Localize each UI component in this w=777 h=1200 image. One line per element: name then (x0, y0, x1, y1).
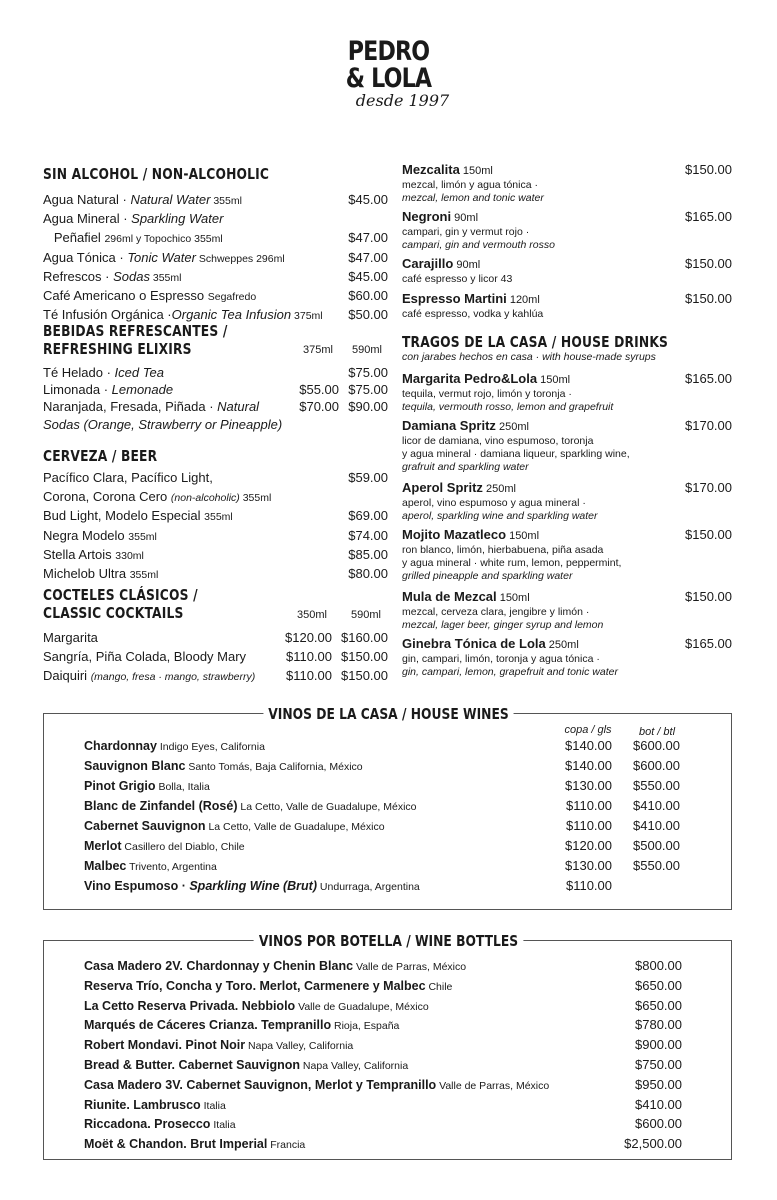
item-name-en: Natural Water (130, 192, 211, 207)
item-name: Café Americano o Espresso (43, 288, 208, 304)
wine-name: Bread & Butter. Cabernet Sauvignon (84, 1058, 301, 1072)
cocktails-list (43, 629, 388, 687)
section-subtitle: con jarabes hechos en casa · with house-made syrups (402, 351, 656, 363)
drink-item (402, 480, 732, 523)
item-price-590: $75.00 (348, 365, 388, 380)
drink-description: gin, campari, limón, toronja y agua tónica · (402, 653, 600, 665)
item-name: Refrescos · (43, 268, 114, 284)
section-cocktails (43, 586, 388, 687)
item-name: Pacífico Clara, Pacífico Light, (43, 470, 213, 485)
item-name: Daiquiri (43, 668, 91, 684)
item-price: $74.00 (348, 527, 388, 543)
item-name: Agua Natural · (43, 192, 131, 207)
wine-region: Valle de Guadalupe, México (295, 1000, 429, 1013)
wine-price: $900.00 (635, 1037, 682, 1053)
item-price: $59.00 (348, 470, 388, 485)
item-name: Michelob Ultra (43, 566, 130, 582)
logo-line-2: & LOLA (345, 63, 432, 94)
wine-region: Casillero del Diablo, Chile (121, 841, 245, 853)
menu-item (43, 210, 388, 229)
drink-item (402, 527, 732, 584)
wine-price-bottle: $550.00 (633, 858, 680, 873)
drink-price: $165.00 (685, 209, 732, 224)
item-name: Corona, Corona Cero (43, 489, 171, 505)
wine-name: Riunite. Lambrusco (84, 1097, 201, 1112)
drink-title: Damiana Spritz (402, 418, 496, 433)
wine-row (84, 1057, 408, 1074)
drink-price: $170.00 (685, 480, 732, 495)
item-name: Margarita (43, 630, 98, 645)
drink-description: mezcal, lemon and tonic water (402, 192, 544, 205)
drink-description: café espresso, vodka y kahlúa (402, 308, 544, 320)
wine-row (84, 1136, 305, 1153)
col-head-590: 590ml (351, 609, 381, 621)
drink-price: $165.00 (685, 371, 732, 386)
col-head-bottle: bot / btl (638, 726, 676, 738)
drink-price: $150.00 (685, 256, 732, 271)
item-name: Té Infusión Orgánica · (43, 307, 172, 323)
wine-row (84, 858, 217, 875)
item-name-en: Iced Tea (114, 365, 164, 380)
wine-row (84, 778, 210, 795)
drink-description: grafruit and sparkling water (402, 461, 529, 474)
refreshing-list (43, 364, 388, 433)
drink-price: $170.00 (685, 418, 732, 433)
wine-region: Santo Tomás, Baja California, México (185, 761, 363, 773)
item-price-375: $70.00 (299, 399, 339, 415)
wine-name: Casa Madero 3V. Cabernet Sauvignon, Merlot y Tempranillo (84, 1077, 437, 1092)
wine-name: Vino Espumoso · (84, 879, 190, 893)
drink-item (402, 291, 732, 321)
drink-description: grilled pineapple and sparkling water (402, 570, 573, 583)
item-name-en: Sodas (Orange, Strawberry or Pineapple) (43, 416, 283, 432)
wine-region: Chile (425, 980, 453, 993)
drink-title: Negroni (402, 209, 452, 224)
wine-region: Francia (267, 1139, 306, 1152)
wine-price: $650.00 (635, 997, 682, 1013)
logo-line-1: PEDRO (347, 36, 430, 67)
menu-item (43, 546, 388, 565)
item-name-en: Lemonade (111, 382, 174, 398)
item-price-590: $150.00 (341, 649, 388, 665)
item-name-en: Tonic Water (127, 249, 196, 265)
item-name: Agua Mineral · (43, 211, 132, 227)
drink-size: 150ml (496, 592, 530, 604)
drink-description: tequila, vermouth rosso, lemon and grapefruit (402, 401, 614, 414)
menu-item (43, 507, 388, 526)
item-name: Stella Artois (43, 546, 116, 562)
wine-row (84, 758, 363, 775)
drink-size: 250ml (545, 639, 579, 651)
wine-price-bottle: $600.00 (633, 738, 680, 753)
menu-item (43, 398, 388, 415)
wine-price: $600.00 (635, 1116, 682, 1132)
drink-size: 120ml (506, 294, 540, 306)
wine-price: $2,500.00 (624, 1136, 682, 1152)
logo (0, 38, 777, 109)
section-title: COCTELES CLÁSICOS / (43, 586, 198, 604)
drink-name (402, 636, 732, 653)
item-size: Schweppes 296ml (195, 252, 285, 265)
drink-description: campari, gin y vermut rojo · (402, 226, 530, 238)
item-size: 296ml y Topochico 355ml (104, 233, 223, 246)
item-price: $47.00 (348, 249, 388, 265)
wine-price-bottle: $500.00 (633, 838, 680, 853)
item-note: (non-alcoholic) (170, 492, 240, 505)
drink-description: mezcal, limón y agua tónica · (402, 179, 538, 191)
wine-region: Italia (200, 1099, 226, 1112)
wine-row (84, 838, 245, 855)
wine-price-glass: $130.00 (565, 858, 612, 873)
wine-row (84, 1037, 353, 1054)
drink-description: y agua mineral · white rum, lemon, peppermint, (402, 557, 622, 570)
wine-region: La Cetto, Valle de Guadalupe, México (237, 801, 417, 813)
section-refreshing (43, 322, 388, 433)
item-price-590: $160.00 (341, 630, 388, 645)
drink-item (402, 589, 732, 632)
drink-price: $150.00 (685, 527, 732, 542)
wine-price-glass: $140.00 (565, 758, 612, 773)
drink-price: $150.00 (685, 589, 732, 604)
item-price-590: $90.00 (348, 399, 388, 415)
wine-price-bottle: $410.00 (633, 818, 680, 833)
wine-row (84, 818, 385, 835)
wine-region: Italia (210, 1119, 236, 1132)
item-size: 355ml (129, 569, 159, 582)
wine-name: Casa Madero 2V. Chardonnay y Chenin Blanc (84, 959, 354, 973)
item-size: Segafredo (207, 291, 257, 304)
wine-price-glass: $110.00 (565, 818, 612, 833)
wine-name: Malbec (84, 859, 127, 873)
item-name-en: Natural (217, 399, 260, 415)
drink-size: 150ml (537, 374, 571, 386)
item-price-350: $120.00 (285, 630, 332, 645)
beer-list (43, 469, 388, 584)
wine-region: Valle de Parras, México (436, 1079, 550, 1092)
wine-price: $800.00 (635, 958, 682, 973)
menu-item (43, 488, 388, 507)
wine-region: Indigo Eyes, California (156, 741, 265, 753)
wine-row (84, 798, 417, 815)
drink-size: 250ml (495, 421, 529, 433)
item-size: 355ml (210, 195, 242, 207)
menu-item (43, 629, 388, 648)
drink-description: aperol, vino espumoso y agua mineral · (402, 497, 586, 509)
menu-item (43, 191, 388, 210)
section-title: BEBIDAS REFRESCANTES / (43, 322, 228, 340)
drink-name (402, 589, 732, 606)
wine-price-bottle: $410.00 (633, 798, 680, 813)
wine-row (84, 958, 466, 975)
section-title: REFRESHING ELIXIRS (43, 340, 192, 358)
wine-region: Bolla, Italia (155, 781, 210, 793)
wine-name-en: Sparkling Wine (Brut) (189, 879, 318, 893)
wine-price: $650.00 (635, 977, 682, 993)
wine-region: Valle de Parras, México (353, 961, 467, 973)
item-name-en: Organic Tea Infusion (171, 307, 292, 323)
wine-price-bottle: $550.00 (633, 778, 680, 793)
wine-region: Napa Valley, California (300, 1060, 409, 1072)
menu-item (43, 416, 388, 433)
item-name-en: Sparkling Water (131, 211, 224, 227)
wine-region: Undurraga, Argentina (317, 881, 420, 893)
drink-name (402, 480, 732, 497)
drink-item (402, 636, 732, 679)
drink-name (402, 291, 732, 308)
col-head-590: 590ml (352, 344, 382, 356)
wine-name: Pinot Grigio (84, 779, 156, 793)
section-beer (43, 447, 388, 584)
logo-tagline: desde 1997 (355, 91, 450, 110)
drink-price: $150.00 (685, 291, 732, 306)
item-price-590: $75.00 (348, 382, 388, 398)
section-title: CERVEZA / BEER (43, 447, 158, 465)
item-size: 355ml (149, 271, 182, 284)
drink-name (402, 162, 732, 179)
section-title: CLASSIC COCKTAILS (43, 604, 184, 622)
section-title: TRAGOS DE LA CASA / HOUSE DRINKS (402, 333, 669, 351)
wine-row (84, 878, 420, 895)
wine-price: $410.00 (635, 1096, 682, 1112)
drink-size: 150ml (506, 530, 540, 542)
item-name: Sangría, Piña Colada, Bloody Mary (43, 649, 247, 665)
section-non-alcoholic (43, 165, 388, 325)
menu-item (43, 469, 388, 488)
non-alcoholic-list (43, 191, 388, 325)
wine-region: Trivento, Argentina (126, 861, 217, 873)
wine-name: Marqués de Cáceres Crianza. Tempranillo (84, 1018, 332, 1033)
wine-price: $780.00 (635, 1017, 682, 1033)
wine-name: Riccadona. Prosecco (84, 1117, 211, 1132)
drink-name (402, 371, 732, 388)
item-name: Agua Tónica · (43, 249, 128, 265)
house-wines-title: VINOS DE LA CASA / HOUSE WINES (263, 705, 513, 723)
wine-bottles-title: VINOS POR BOTELLA / WINE BOTTLES (254, 932, 523, 950)
drink-item (402, 418, 732, 475)
menu-item (43, 527, 388, 546)
drink-size: 90ml (451, 212, 479, 224)
drink-description: mezcal, cerveza clara, jengibre y limón · (402, 606, 590, 618)
wine-name: La Cetto Reserva Privada. Nebbiolo (84, 998, 296, 1013)
item-price: $47.00 (348, 230, 388, 246)
drink-title: Mezcalita (402, 162, 460, 177)
wine-name: Moët & Chandon. Brut Imperial (84, 1137, 268, 1152)
menu-item (43, 565, 388, 584)
item-size: 355ml (128, 530, 157, 543)
item-price: $60.00 (348, 288, 388, 304)
wine-price: $950.00 (635, 1076, 682, 1092)
wine-price-glass: $140.00 (565, 738, 612, 753)
drink-name (402, 418, 732, 435)
wine-name: Sauvignon Blanc (84, 759, 186, 773)
wine-price-glass: $110.00 (565, 878, 612, 893)
col-head-350: 350ml (297, 609, 327, 621)
wine-name: Blanc de Zinfandel (Rosé) (84, 799, 238, 813)
menu-item (43, 268, 388, 287)
drink-description: campari, gin and vermouth rosso (402, 239, 555, 252)
wine-region: Rioja, España (331, 1020, 400, 1033)
drink-title: Margarita Pedro&Lola (402, 371, 538, 386)
drink-size: 250ml (482, 483, 516, 495)
drink-size: 150ml (459, 165, 493, 177)
item-price: $45.00 (348, 268, 388, 284)
menu-item (43, 381, 388, 398)
wine-name: Reserva Trío, Concha y Toro. Merlot, Carmenere y Malbec (84, 978, 426, 993)
wine-row (84, 978, 452, 995)
wine-name: Merlot (84, 839, 122, 853)
drink-title: Aperol Spritz (402, 480, 483, 495)
drink-item (402, 209, 732, 252)
item-name-en: Sodas (113, 268, 150, 284)
item-size: 355ml (239, 492, 272, 505)
item-price-350: $110.00 (285, 649, 332, 665)
wine-row (84, 1116, 236, 1133)
wine-price-bottle: $600.00 (633, 758, 680, 773)
wine-price-glass: $130.00 (565, 778, 612, 793)
drink-size: 90ml (453, 259, 481, 271)
item-name: Negra Modelo (43, 527, 129, 543)
item-price-590: $150.00 (341, 668, 388, 684)
wine-row (84, 1077, 549, 1094)
item-name: Naranjada, Fresada, Piñada · (43, 399, 218, 415)
drink-description: tequila, vermut rojo, limón y toronja · (402, 388, 572, 400)
wine-region: Napa Valley, California (245, 1040, 354, 1053)
drink-item (402, 371, 732, 414)
section-house-drinks (402, 333, 732, 364)
menu-item (43, 249, 388, 268)
item-name: Té Helado · (43, 365, 115, 380)
wine-region: La Cetto, Valle de Guadalupe, México (205, 821, 385, 833)
wine-row (84, 1017, 399, 1034)
drink-title: Mula de Mezcal (402, 589, 497, 604)
menu-item (43, 667, 388, 686)
drink-description: mezcal, lager beer, ginger syrup and lemon (402, 619, 604, 632)
item-price-350: $110.00 (285, 668, 332, 684)
item-name: Peñafiel (43, 230, 105, 246)
house-wines-title-wrap (70, 705, 707, 723)
drink-title: Mojito Mazatleco (402, 527, 507, 542)
menu-item (43, 229, 388, 248)
drink-description: aperol, sparkling wine and sparkling water (402, 510, 598, 523)
item-price: $45.00 (348, 192, 388, 207)
drink-name (402, 256, 732, 273)
item-price: $69.00 (348, 508, 388, 524)
wine-name: Cabernet Sauvignon (84, 819, 206, 833)
menu-item (43, 364, 388, 381)
item-price: $80.00 (348, 566, 388, 582)
wine-name: Chardonnay (84, 739, 157, 753)
wine-price-glass: $120.00 (565, 838, 612, 853)
wine-bottles-title-wrap (70, 932, 707, 950)
wine-price: $750.00 (635, 1057, 682, 1072)
drink-description: café espresso y licor 43 (402, 273, 513, 285)
item-note: (mango, fresa · mango, strawberry) (90, 671, 256, 684)
col-head-375: 375ml (303, 344, 333, 356)
item-size: 355ml (204, 511, 233, 524)
drink-price: $150.00 (685, 162, 732, 177)
item-size: 375ml (291, 310, 323, 323)
item-price-375: $55.00 (299, 382, 339, 398)
item-name: Bud Light, Modelo Especial (43, 508, 205, 524)
wine-row (84, 1097, 226, 1114)
drink-name (402, 209, 732, 226)
drink-description: y agua mineral · damiana liqueur, sparkling wine, (402, 448, 630, 461)
item-name: Limonada · (43, 382, 112, 398)
drink-item (402, 256, 732, 286)
drink-name (402, 527, 732, 544)
item-size: 330ml (115, 549, 144, 562)
drink-item (402, 162, 732, 205)
drink-title: Ginebra Tónica de Lola (402, 636, 546, 651)
drink-title: Carajillo (402, 256, 454, 271)
drink-description: gin, campari, lemon, grapefruit and tonic water (402, 666, 618, 679)
col-head-glass: copa / gls (564, 724, 612, 736)
item-price: $50.00 (348, 307, 388, 323)
wine-name: Robert Mondavi. Pinot Noir (84, 1038, 246, 1053)
drink-description: ron blanco, limón, hierbabuena, piña asada (402, 544, 604, 556)
section-title: SIN ALCOHOL / NON-ALCOHOLIC (43, 165, 270, 183)
drink-price: $165.00 (685, 636, 732, 651)
wine-row (84, 998, 429, 1015)
drink-title: Espresso Martini (402, 291, 507, 306)
item-price: $85.00 (348, 546, 388, 562)
menu-item (43, 287, 388, 306)
wine-price-glass: $110.00 (565, 798, 612, 813)
drink-description: licor de damiana, vino espumoso, toronja (402, 435, 594, 447)
wine-row (84, 738, 265, 755)
menu-item (43, 648, 388, 667)
